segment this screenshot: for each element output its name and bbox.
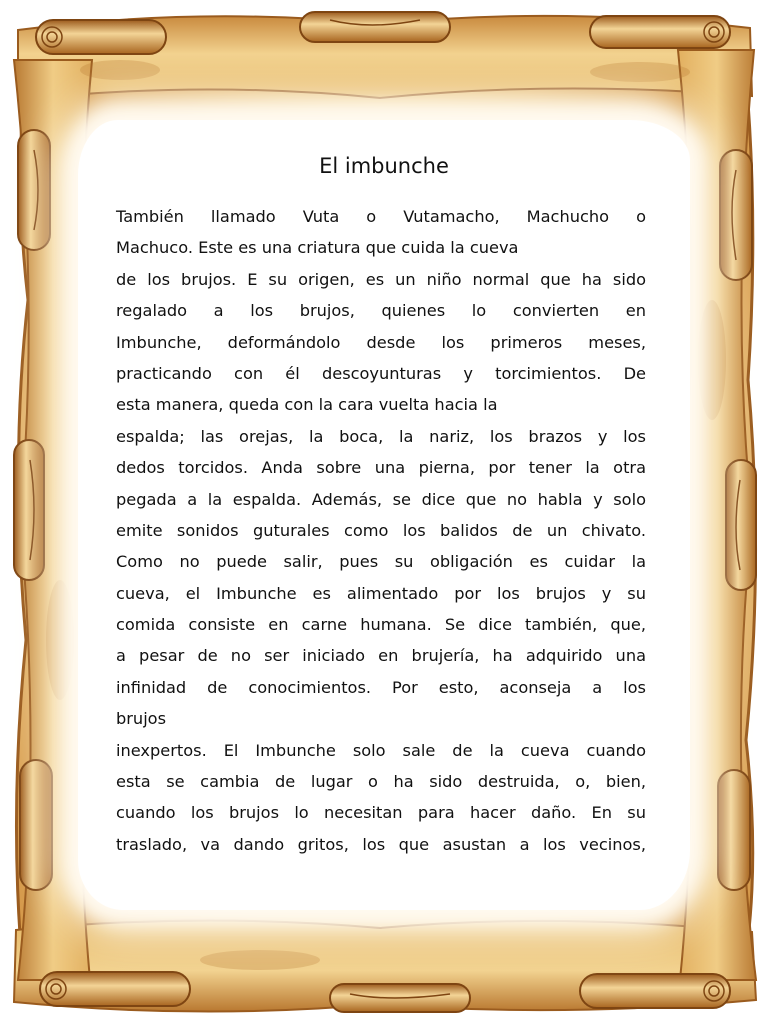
text-line: emite sonidos guturales como los balidos de un chivato. <box>116 520 646 540</box>
text-line: traslado, va dando gritos, los que asustan a los vecinos, <box>116 834 646 854</box>
text-line: regalado a los brujos, quienes lo convierten en <box>116 301 646 321</box>
text-line: También llamado Vuta o Vutamacho, Machucho o <box>116 207 646 226</box>
text-line: infinidad de conocimientos. Por esto, aconseja a los <box>116 677 646 697</box>
text-line: brujos <box>116 709 167 729</box>
text-line: pegada a la espalda. Además, se dice que no habla y solo <box>116 489 646 509</box>
text-line: comida consiste en carne humana. Se dice también, que, <box>116 615 646 635</box>
text-line: de los brujos. E su origen, es un niño normal que ha sido <box>116 269 646 289</box>
text-line: esta se cambia de lugar o ha sido destruida, o, bien, <box>116 772 646 792</box>
text-line: dedos torcidos. Anda sobre una pierna, por tener la otra <box>116 458 646 478</box>
document-title: El imbunche <box>319 154 449 178</box>
text-line: esta manera, queda con la cara vuelta hacia la <box>116 395 498 415</box>
text-line: practicando con él descoyunturas y torcimientos. De <box>116 363 646 383</box>
text-line: a pesar de no ser iniciado en brujería, ha adquirido una <box>116 646 646 666</box>
text-line: inexpertos. El Imbunche solo sale de la cueva cuando <box>116 740 646 760</box>
text-line: Imbunche, deformándolo desde los primeros meses, <box>116 332 646 352</box>
text-line: Machuco. Este es una criatura que cuida la cueva <box>116 238 519 258</box>
text-line: Como no puede salir, pues su obligación es cuidar la <box>116 552 646 572</box>
text-line: cueva, el Imbunche es alimentado por los brujos y su <box>116 583 646 603</box>
document-body <box>116 201 646 860</box>
text-line: cuando los brujos lo necesitan para hacer daño. En su <box>116 803 646 823</box>
text-line: espalda; las orejas, la boca, la nariz, los brazos y los <box>116 426 646 446</box>
